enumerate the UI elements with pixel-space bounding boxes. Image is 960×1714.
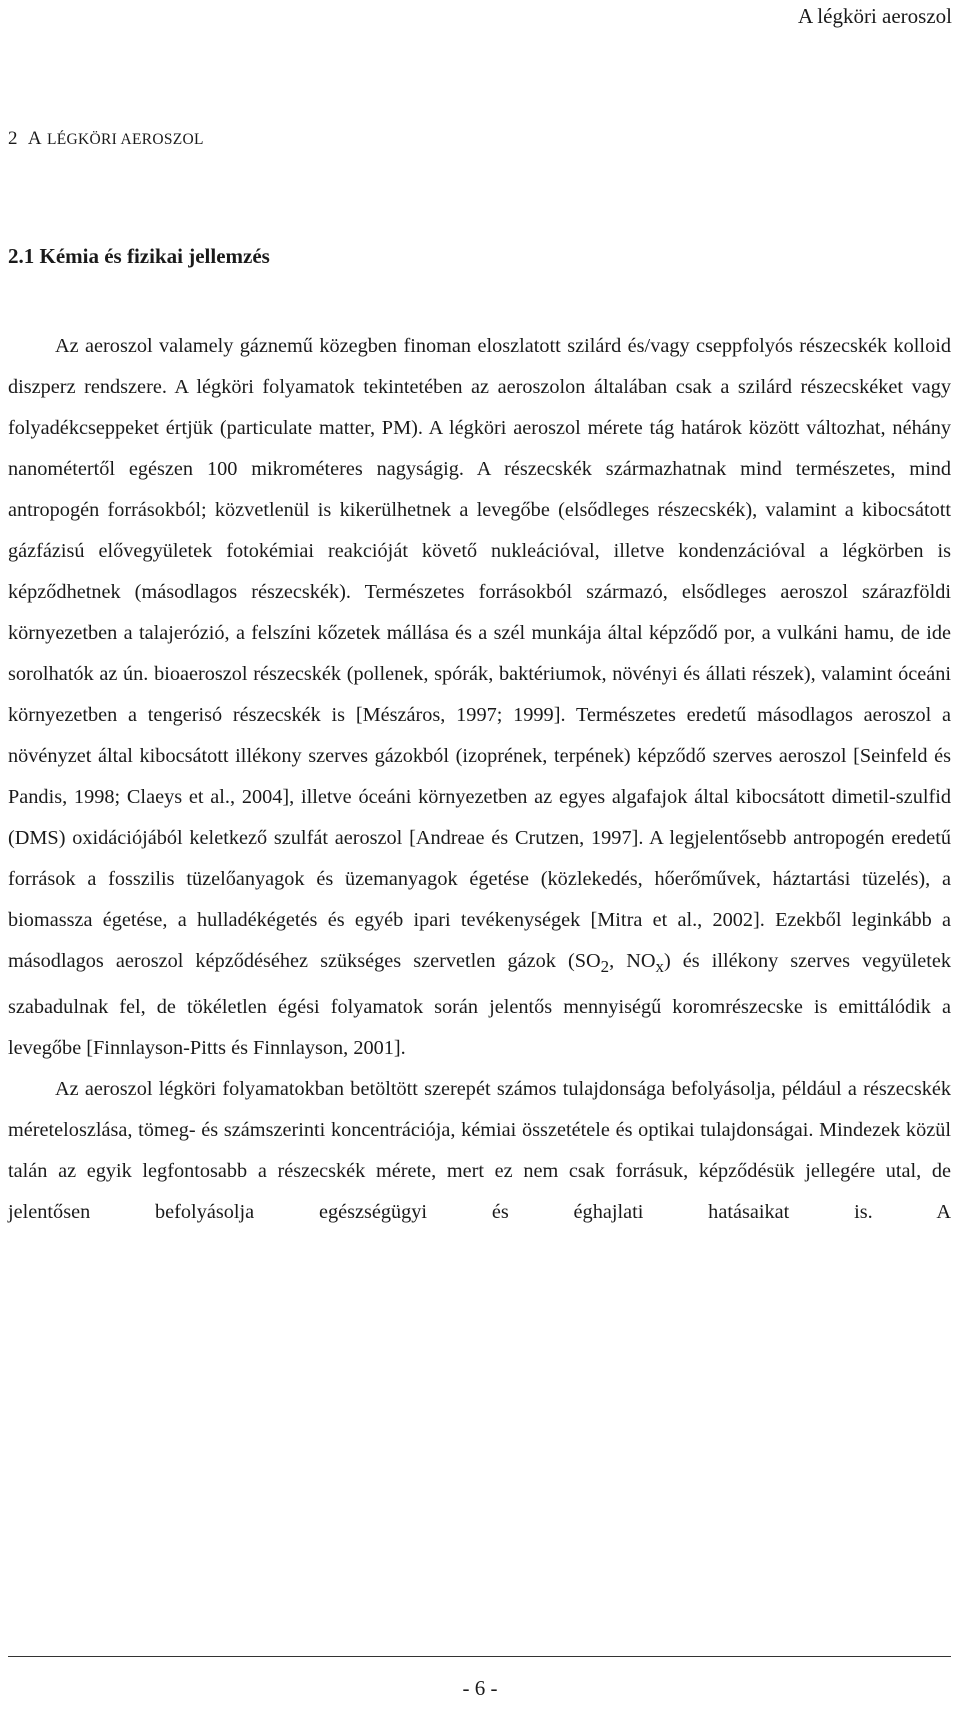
nox-subscript: x	[655, 957, 664, 977]
chapter-title-rest: LÉGKÖRI AEROSZOL	[47, 131, 204, 148]
paragraph-1-between: , NO	[609, 950, 656, 972]
running-header: A légköri aeroszol	[798, 4, 952, 28]
chapter-title-initial: A	[27, 128, 42, 149]
body-text	[8, 326, 951, 1233]
paragraph-2: Az aeroszol légköri folyamatokban betöltött szerepét számos tulajdonsága befolyásolja, például a részecskék méreteloszlása, tömeg- és számszerinti koncentrációja, kémiai összetétele és optikai tulajdonságai. Mindezek közül talán az egyik legfontosabb a részecskék mérete, mert ez nem csak forrásuk, képződésük jellegére utal, de jelentősen befolyásolja egészségügyi és éghajlati hatásaikat is. A	[8, 1078, 951, 1224]
so2-subscript: 2	[600, 957, 610, 977]
chapter-heading	[8, 127, 204, 152]
chapter-number: 2	[8, 128, 18, 149]
page-number: - 6 -	[462, 1676, 498, 1700]
paragraph-1	[8, 326, 951, 1069]
footer-divider	[8, 1656, 951, 1657]
paragraph-1-text: Az aeroszol valamely gáznemű közegben finoman eloszlatott szilárd és/vagy cseppfolyós részecskék kolloid diszperz rendszere. A légköri folyamatok tekintetében az aeroszolon általában csak a szilárd részecskéket vagy folyadékcseppeket értjük (particulate matter, PM). A légköri aeroszol mérete tág határok között változhat, néhány nanométertől egészen 100 mikrométeres nagyságig. A részecskék származhatnak mind természetes, mind antropogén forrásokból; közvetlenül is kikerülhetnek a levegőbe (elsődleges részecskék), valamint a kibocsátott gázfázisú elővegyületek fotokémiai reakcióját követő nukleációval, illetve kondenzációval a légkörben is képződhetnek (másodlagos részecskék). Természetes forrásokból származó, elsődleges aeroszol szárazföldi környezetben a talajerózió, a felszíni kőzetek mállása és a szél munkája által képződő por, a vulkáni hamu, de ide sorolhatók az ún. bioaeroszol részecskék (pollenek, spórák, baktériumok, növényi és állati részek), valamint óceáni környezetben a tengerisó részecskék is [Mészáros, 1997; 1999]. Természetes eredetű másodlagos aeroszol a növényzet által kibocsátott illékony szerves gázokból (izoprének, terpének) képződő szerves aeroszol [Seinfeld és Pandis, 1998; Claeys et al., 2004], illetve óceáni környezetben az egyes algafajok által kibocsátott dimetil-szulfid (DMS) oxidációjából keletkező szulfát aeroszol [Andreae és Crutzen, 1997]. A legjelentősebb antropogén eredetű források a fosszilis tüzelőanyagok és üzemanyagok égetése (közlekedés, hőerőművek, háztartási tüzelés), a biomassza égetése, a hulladékégetés és egyéb ipari tevékenységek [Mitra et al., 2002]. Ezekből leginkább a másodlagos aeroszol képződéséhez szükséges szervetlen gázok (SO	[8, 335, 951, 972]
section-heading: 2.1 Kémia és fizikai jellemzés	[8, 244, 270, 268]
paragraph-1-end: ) és illékony szerves vegyületek szabadulnak fel, de tökéletlen égési folyamatok során jelentős mennyiségű koromrészecske is emittálódik a levegőbe [Finnlayson-Pitts és Finnlayson, 2001].	[8, 950, 951, 1060]
